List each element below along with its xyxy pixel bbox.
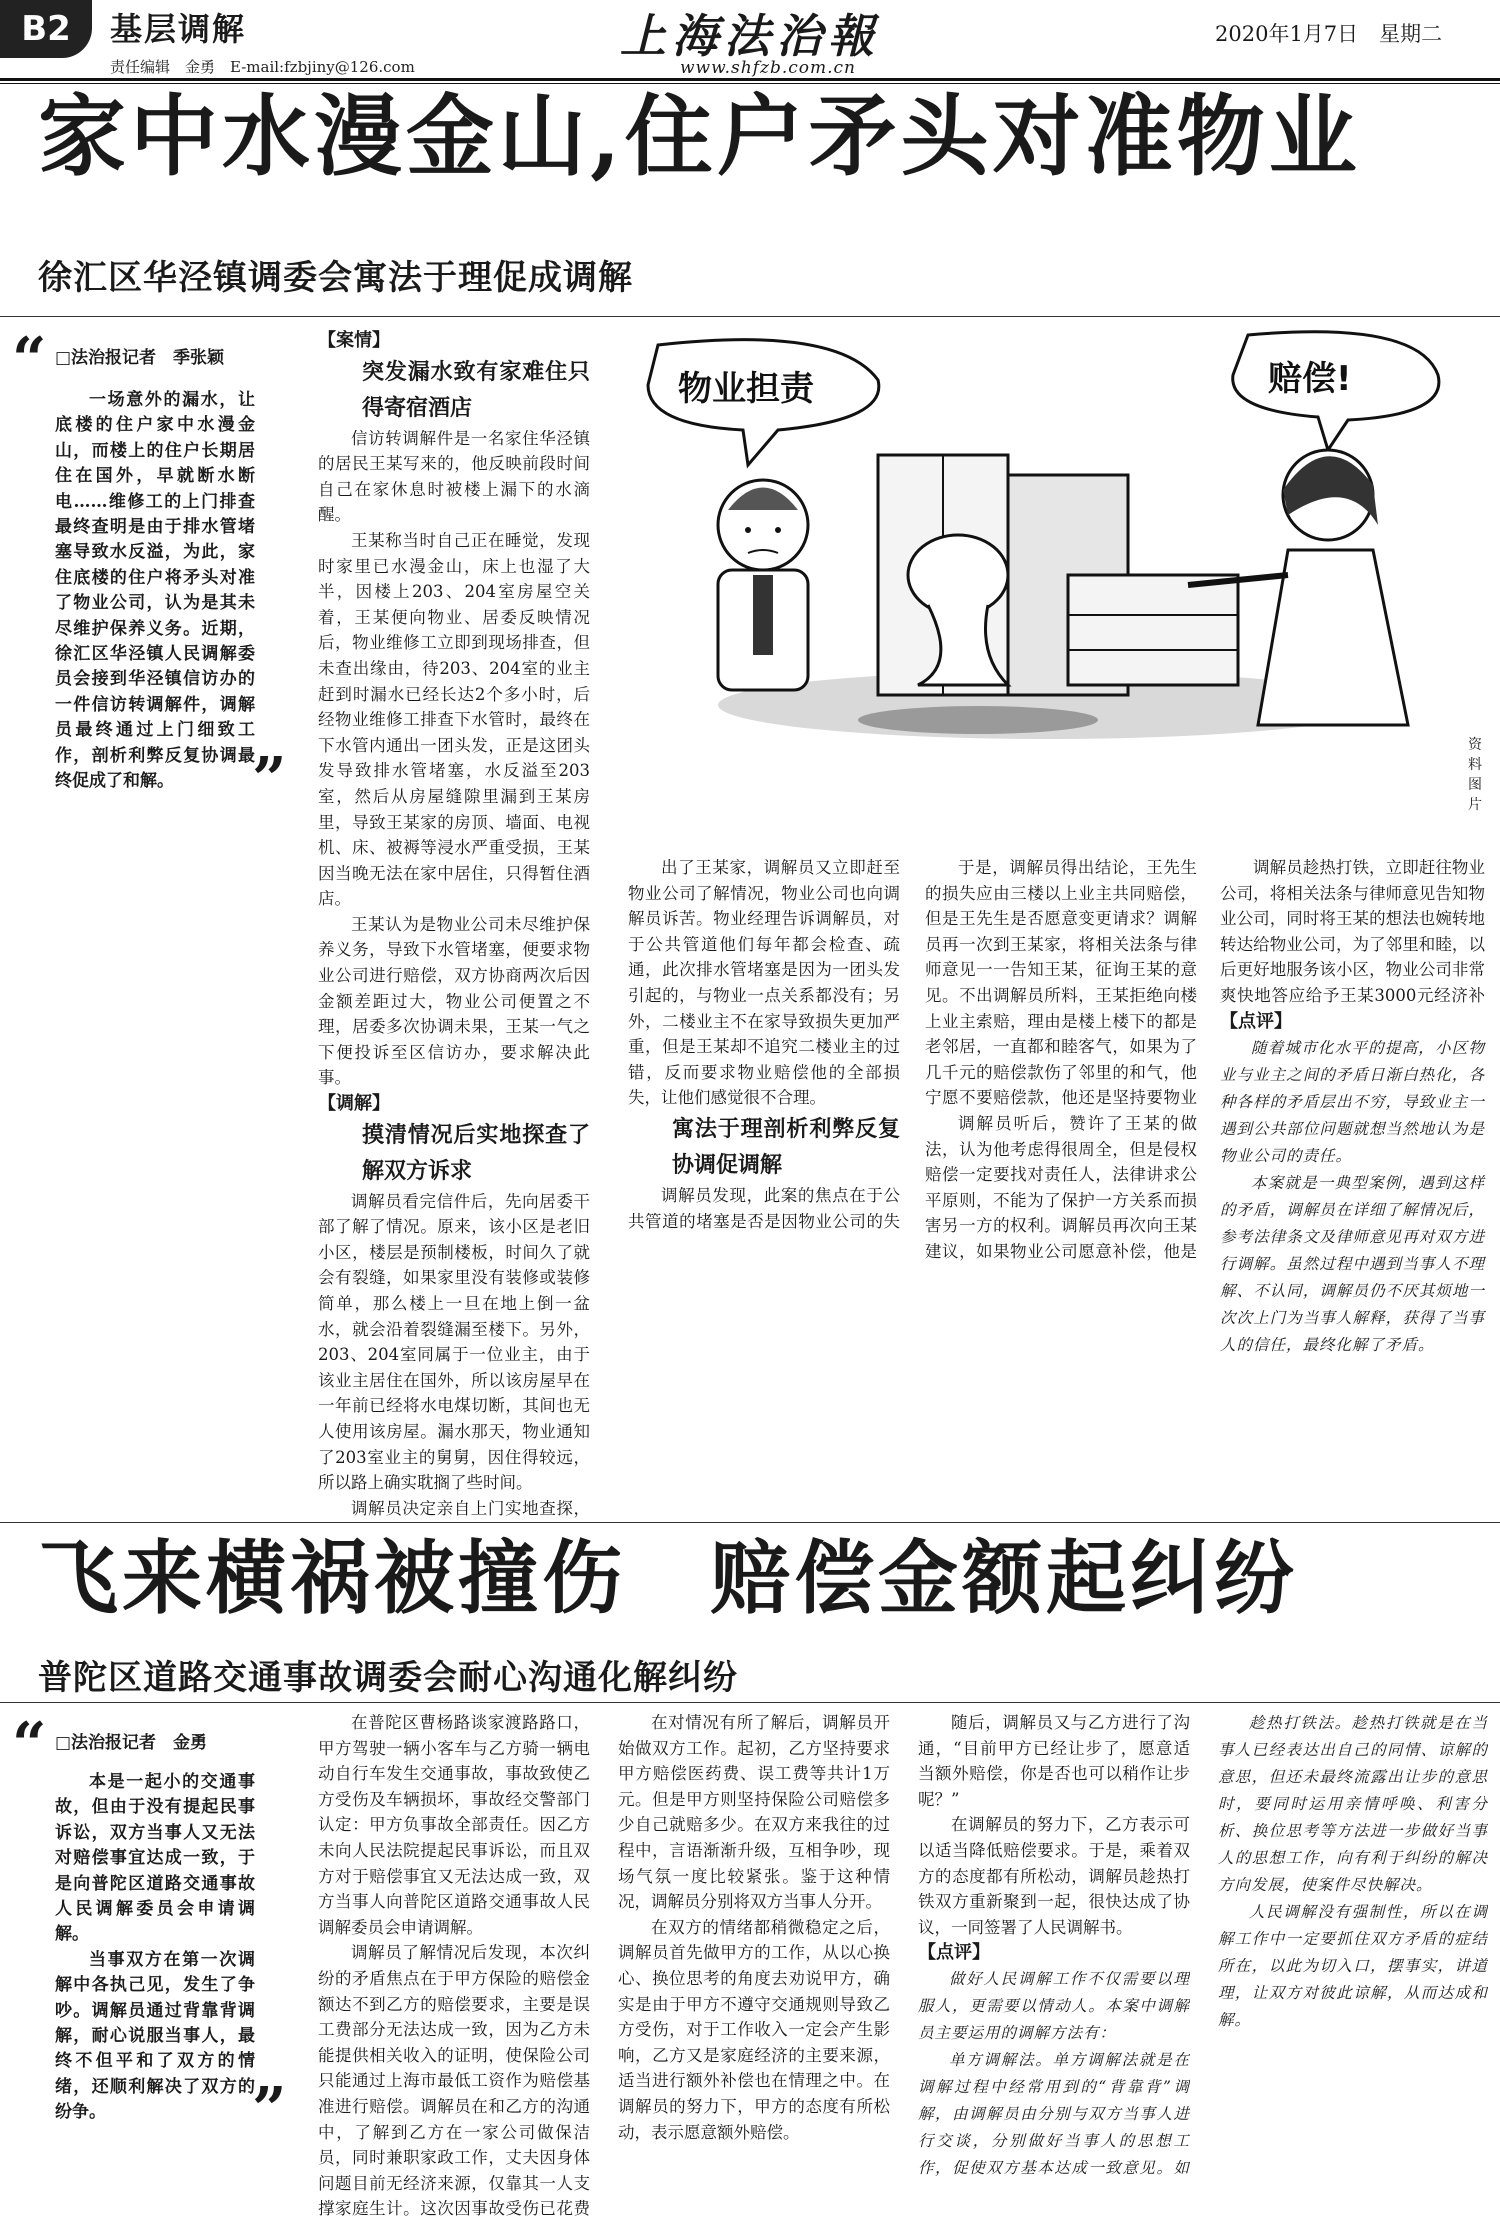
story1-headline: 家中水漫金山,住户矛头对准物业 <box>38 84 1361 188</box>
story2-comment-tag: 【点评】 <box>918 1942 990 1964</box>
issue-date: 2020年1月7日 星期二 <box>1215 22 1443 46</box>
case-tag: 【案情】 <box>318 330 390 351</box>
editor-line: 责任编辑 金勇 E-mail:fzbjiny@126.com <box>110 58 415 76</box>
page-number-badge: B2 <box>0 0 92 58</box>
cartoon-illustration <box>628 325 1458 745</box>
story1-column-case: 【案情】 突发漏水致有家难住只得寄宿酒店 信访转调解件是一名家住华泾镇的居民王某写来的，他反映前段时间自己在家休息时被楼上漏下的水滴醒。 王某称当时自己正在睡觉，发现时家里已水漫金山，床上也湿了大半，因楼上203、204室房屋空关着，王某便向物业、居委反映情况后，物业维修工立即到现场排查，但未查出缘由，待203、204室的业主赶到时漏水已经长达2个多小时，后经物业维修工排查下水管时，最终在下水管内通出一团头发，正是这团头发导致排水管堵塞，水反溢至203室，然后从房屋缝隙里漏到王某房里，导致王某家的房顶、墙面、电视机、床、被褥等浸水严重受损，王某因当晚无法在家中居住，只得暂住酒店。 王某认为是物业公司未尽维护保养义务，导致下水管堵塞，便要求物业公司进行赔偿，双方协商两次后因金额差距过大，物业公司便置之不理，居委多次协调未果，王某一气之下便投诉至区信访办，要求解决此事。 【调解】 摸清情况后实地探查了解双方诉求 调解员看完信件后，先向居委干部了解了情况。原来，该小区是老旧小区，楼层是预制楼板，时间久了就会有裂缝，如果家里没有装修或装修简单，那么楼上一旦在地上倒一盆水，就会沿着裂缝漏至楼下。另外，203、204室同属于一位业主，由于该业主居住在国外，所以该房屋早在一年前已经将水电煤切断，其间也无人使用该房屋。漏水那天，物业通知了203室业主的舅舅，因住得较远，所以路上确实耽搁了些时间。 调解员决定亲自上门实地查探， <box>318 330 590 1518</box>
mediation-tag: 【调解】 <box>318 1093 390 1115</box>
close-quote-mark-2: ” <box>252 2075 287 2145</box>
story1-comment-tag: 【点评】 <box>1220 1011 1292 1032</box>
cartoon-svg <box>628 325 1458 745</box>
section-title: 基层调解 <box>110 10 247 48</box>
story1-byline: □法治报记者 季张颖 <box>55 348 225 368</box>
image-credit: 资料图片 <box>1468 737 1482 813</box>
newspaper-logo: 上海法治報 <box>620 9 880 63</box>
story1-comment: 随着城市化水平的提高，小区物业与业主之间的矛盾日渐白热化，各种各样的矛盾层出不穷，导致业主一遇到公共部位问题就想当然地认为是物业公司的责任。 本案就是一典型案例，遇到这样的矛盾，调解员在详细了解情况后，参考法律条文及律师意见再对双方进行调解。虽然过程中遇到当事人不理解、不认同，调解员仍不厌其烦地一次次上门为当事人解释，获得了当事人的信任，最终化解了矛盾。 <box>1220 1038 1485 1354</box>
story-divider <box>0 1522 1500 1523</box>
story2-byline: □法治报记者 金勇 <box>55 1733 208 1753</box>
story2-column-3: 随后，调解员又与乙方进行了沟通，“目前甲方已经让步了，愿意适当额外赔偿，你是否也可以稍作让步呢？” 在调解员的努力下，乙方表示可以适当降低赔偿要求。于是，乘着双方的态度都有所松动，调解员趁热打铁双方重新聚到一起，很快达成了协议，一同签署了人民调解书。 【点评】 做好人民调解工作不仅需要以理服人，更需要以情动人。本案中调解员主要运用的调解方法有： 单方调解法。单方调解法就是在调解过程中经常用到的“背靠背”调解，由调解员由分别与双方当事人进行交谈，分别做好当事人的思想工作，促使双方基本达成一致意见。如 <box>918 1710 1190 2225</box>
story2-headline: 飞来横祸被撞伤 赔偿金额起纠纷 <box>38 1531 1298 1625</box>
cartoon-sign-left: 物业担责 <box>678 369 814 409</box>
story2-comment-b: 趁热打铁法。趁热打铁就是在当事人已经表达出自己的同情、谅解的意思，但还未最终流露出让步的意思时，要同时运用亲情呼唤、利害分析、换位思考等方法进一步做好当事人的思想工作，向有利于纠纷的解决方向发展，使案件尽快解决。 人民调解没有强制性，所以在调解工作中一定要抓住双方矛盾的症结所在，以此为切入口，摆事实，讲道理，让双方对彼此谅解，从而达成和解。 <box>1218 1714 1488 2029</box>
story2-subhead-rule <box>0 1702 1500 1703</box>
mediation-heading: 摸清情况后实地探查了解双方诉求 <box>362 1121 590 1184</box>
story2-column-2: 在对情况有所了解后，调解员开始做双方工作。起初，乙方坚持要求甲方赔偿医药费、误工费等共计1万元。但是甲方则坚持保险公司赔偿多少自己就赔多少。在双方来我往的过程中，言语渐渐升级，互相争吵，现场气氛一度比较紧张。鉴于这种情况，调解员分别将双方当事人分开。 在双方的情绪都稍微稳定之后，调解员首先做甲方的工作，从以心换心、换位思考的角度去劝说甲方，确实是由于甲方不遵守交通规则导致乙方受伤，对于工作收入一定会产生影响，乙方又是家庭经济的主要来源，适当进行额外补偿也在情理之中。在调解员的努力下，甲方的态度有所松动，表示愿意额外赔偿。 <box>618 1713 890 2142</box>
story1-column-4: 于是，调解员得出结论，王先生的损失应由三楼以上业主共同赔偿，但是王先生是否愿意变更请求？调解员再一次到王某家，将相关法条与律师意见一一告知王某，征询王某的意见。不出调解员所料，王某拒绝向楼上业主索赔，理由是楼上楼下的都是老邻居，一直都和睦客气，如果为了几千元的赔偿款伤了邻里的和气，他宁愿不要赔偿款，他还是坚持要物业 调解员听后，赞许了王某的做法，认为他考虑得很周全，但是侵权赔偿一定要找对责任人，法律讲求公平原则，不能为了保护一方关系而损害另一方的权利。调解员再次向王某建议，如果物业公司愿意补偿，他是 <box>925 858 1197 1261</box>
website-url: www.shfzb.com.cn <box>680 58 856 78</box>
close-quote-mark: ” <box>252 745 287 815</box>
story2-subhead: 普陀区道路交通事故调委会耐心沟通化解纠纷 <box>38 1658 738 1698</box>
story1-intro: 一场意外的漏水，让底楼的住户家中水漫金山，而楼上的住户长期居住在国外，早就断水断电……维修工的上门排查最终查明是由于排水管堵塞导致水反溢，为此，家住底楼的住户将矛头对准了物业公司，认为是其未尽维护保养义务。近期，徐汇区华泾镇人民调解委员会接到华泾镇信访办的一件信访转调解件，调解员最终通过上门细致工作，剖析利弊反复协调最终促成了和解。 <box>55 390 255 792</box>
story1-column-3: 出了王某家，调解员又立即赶至物业公司了解情况，物业公司也向调解员诉苦。物业经理告诉调解员，对于公共管道他们每年都会检查、疏通，此次排水管堵塞是因为一团头发引起的，与物业一点关系都没有；另外，二楼业主不在家导致损失更加严重，但是王某却不追究二楼业主的过错，反而要求物业赔偿他的全部损失，让他们感觉很不合理。 寓法于理剖析利弊反复协调促调解 调解员发现，此案的焦点在于公共管道的堵塞是否是因物业公司的失 <box>628 858 900 1231</box>
story1-column-5: 调解员趁热打铁，立即赶往物业公司，将相关法条与律师意见告知物业公司，同时将王某的想法也婉转地转达给物业公司，为了邻里和睦，以后更好地服务该小区，物业公司非常爽快地答应给予王某3000元经济补 【点评】 随着城市化水平的提高，小区物业与业主之间的矛盾日渐白热化，各种各样的矛盾层出不穷，导致业主一遇到公共部位问题就想当然地认为是物业公司的责任。 本案就是一典型案例，遇到这样的矛盾，调解员在详细了解情况后，参考法律条文及律师意见再对双方进行调解。虽然过程中遇到当事人不理解、不认同，调解员仍不厌其烦地一次次上门为当事人解释，获得了当事人的信任，最终化解了矛盾。 <box>1220 855 1485 1359</box>
story2-intro: 本是一起小的交通事故，但由于没有提起民事诉讼，双方当事人又无法对赔偿事宜达成一致，于是向普陀区道路交通事故人民调解委员会申请调解。 当事双方在第一次调解中各执己见，发生了争吵。调解员通过背靠背调解，耐心说服当事人，最终不但平和了双方的情绪，还顺利解决了双方的纷争。 <box>55 1772 255 2123</box>
story2-column-1: 在普陀区曹杨路谈家渡路路口，甲方驾驶一辆小客车与乙方骑一辆电动自行车发生交通事故，事故致使乙方受伤及车辆损坏，事故经交警部门认定：甲方负事故全部责任。因乙方未向人民法院提起民事诉讼，而且双方对于赔偿事宜又无法达成一致，双方当事人向普陀区道路交通事故人民调解委员会申请调解。 调解员了解情况后发现，本次纠纷的矛盾焦点在于甲方保险的赔偿金额达不到乙方的赔偿要求，主要是误工费部分无法达成一致，因为乙方未能提供相关收入的证明，使保险公司只能通过上海市最低工资作为赔偿基准进行赔偿。调解员在和乙方的沟通中，了解到乙方在一家公司做保洁员，同时兼职家政工作，丈夫因身体问题目前无经济来源，仅靠其一人支撑家庭生计。这次因事故受伤已花费 <box>318 1713 590 2219</box>
reason-heading: 寓法于理剖析利弊反复协调促调解 <box>672 1115 900 1178</box>
cartoon-sign-right: 赔偿! <box>1268 359 1352 399</box>
story1-subhead-rule <box>0 316 1500 317</box>
story1-subhead: 徐汇区华泾镇调委会寓法于理促成调解 <box>38 258 633 298</box>
case-heading: 突发漏水致有家难住只得寄宿酒店 <box>362 358 590 421</box>
story2-comment-a: 做好人民调解工作不仅需要以理服人，更需要以情动人。本案中调解员主要运用的调解方法有： 单方调解法。单方调解法就是在调解过程中经常用到的“背靠背”调解，由调解员由分别与双方当事人进行交谈，分别做好当事人的思想工作，促使双方基本达成一致意见。如 <box>918 1969 1190 2177</box>
masthead-rule <box>0 78 1500 81</box>
open-quote-mark: “ <box>12 325 47 395</box>
open-quote-mark-2: “ <box>12 1710 47 1780</box>
